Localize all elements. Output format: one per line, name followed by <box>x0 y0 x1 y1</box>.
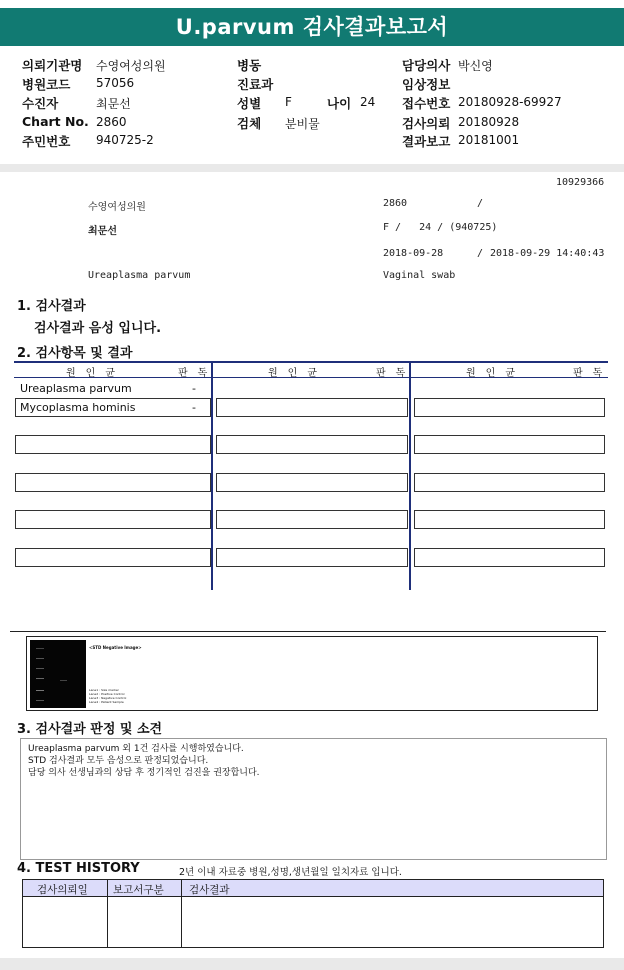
value-specimen: 분비물 <box>285 117 320 131</box>
section4-title: 4. TEST HISTORY <box>17 861 140 876</box>
table-divider-1 <box>211 361 213 590</box>
info-test: Ureaplasma parvum <box>88 270 191 281</box>
opinion-line: STD 검사결과 모두 음성으로 판정되었습니다. <box>28 756 209 766</box>
table-top-rule <box>14 361 608 363</box>
gel-caption: <STD Negative Image> <box>89 645 142 650</box>
section4-note: 2년 이내 자료중 병원,성명,생년월일 일치자료 입니다. <box>179 867 402 878</box>
result-cell <box>216 435 408 454</box>
header-divider <box>0 164 624 172</box>
section2-title: 2. 검사항목 및 결과 <box>17 346 133 361</box>
label-specimen: 검체 <box>237 116 262 131</box>
col-judge-3: 판 독 <box>573 368 605 379</box>
row1-judge: - <box>192 382 196 395</box>
opinion-line: 담당 의사 선생님과의 상담 후 정기적인 검진을 권장합니다. <box>28 768 260 778</box>
history-col-report-type: 보고서구분 <box>113 884 164 896</box>
opinion-box <box>20 738 607 860</box>
value-patient: 최문선 <box>96 97 131 111</box>
gel-image-panel <box>26 636 598 711</box>
value-resident-no: 940725-2 <box>96 133 154 147</box>
report-title: U.parvum 검사결과보고서 <box>0 8 624 46</box>
info-chart: 2860 <box>383 198 408 209</box>
history-col-result: 검사결과 <box>189 884 230 896</box>
gel-legend <box>89 688 126 704</box>
result-cell <box>15 473 211 492</box>
label-department: 진료과 <box>237 77 274 92</box>
history-col-divider <box>181 880 182 947</box>
label-doctor: 담당의사 <box>402 58 451 73</box>
history-col-request-date: 검사의뢰일 <box>37 884 88 896</box>
page-bottom-bar <box>0 958 624 970</box>
col-pathogen-2: 원 인 균 <box>268 368 320 379</box>
col-pathogen-1: 원 인 균 <box>66 368 118 379</box>
result-cell <box>414 398 605 417</box>
section-divider <box>10 631 606 632</box>
history-table <box>22 879 604 948</box>
col-judge-1: 판 독 <box>178 368 210 379</box>
result-cell <box>414 548 605 567</box>
row1-name: Ureaplasma parvum <box>20 382 132 395</box>
info-specimen: Vaginal swab <box>383 270 456 281</box>
result-cell <box>216 510 408 529</box>
row2-name: Mycoplasma hominis <box>20 401 136 414</box>
info-date-request: 2018-09-28 <box>383 248 444 259</box>
opinion-line: Ureaplasma parvum 외 1건 검사를 시행하였습니다. <box>28 744 244 754</box>
label-report-date: 결과보고 <box>402 134 451 149</box>
row2-judge: - <box>192 401 196 414</box>
label-age: 나이 <box>327 96 352 111</box>
value-report-date: 20181001 <box>458 133 520 147</box>
result-cell <box>15 548 211 567</box>
info-date-report: 2018-09-29 14:40:43 <box>490 248 605 259</box>
col-judge-2: 판 독 <box>376 368 408 379</box>
gel-legend-item: Lane1 : Size marker <box>89 688 119 692</box>
value-sex: F <box>285 95 292 109</box>
value-hospital-code: 57056 <box>96 76 135 90</box>
value-age: 24 <box>360 95 376 109</box>
info-slash: / <box>477 198 484 209</box>
section3-title: 3. 검사결과 판정 및 소견 <box>17 722 163 737</box>
value-hospital: 수영여성의원 <box>96 59 166 73</box>
label-clinical-info: 임상정보 <box>402 77 451 92</box>
value-doctor: 박신영 <box>458 59 493 73</box>
result-cell <box>216 473 408 492</box>
col-pathogen-3: 원 인 균 <box>466 368 518 379</box>
result-cell <box>414 473 605 492</box>
gel-legend-item: Lane2 : Positive Control <box>89 692 125 696</box>
label-receipt-no: 접수번호 <box>402 96 451 111</box>
label-resident-no: 주민번호 <box>22 134 71 149</box>
section1-result: 검사결과 음성 입니다. <box>34 321 162 336</box>
result-cell <box>414 510 605 529</box>
history-header-row <box>23 880 603 897</box>
label-sex: 성별 <box>237 96 262 111</box>
label-hospital-code: 병원코드 <box>22 77 71 92</box>
info-patient: 최문선 <box>88 226 117 237</box>
info-hospital: 수영여성의원 <box>88 202 146 213</box>
info-date-sep: / <box>477 248 484 259</box>
gel-electrophoresis-image <box>30 640 86 708</box>
gel-legend-item: Lane3 : Negative Control <box>89 696 127 700</box>
label-chart-no: Chart No. <box>22 114 89 129</box>
section1-title: 1. 검사결과 <box>17 299 86 314</box>
label-hospital: 의뢰기관명 <box>22 58 83 73</box>
result-cell <box>216 398 408 417</box>
value-chart-no: 2860 <box>96 115 127 129</box>
report-code: 10929366 <box>556 177 605 188</box>
result-cell <box>216 548 408 567</box>
label-ward: 병동 <box>237 58 262 73</box>
label-patient: 수진자 <box>22 96 59 111</box>
value-request-date: 20180928 <box>458 115 520 129</box>
table-divider-2 <box>409 361 411 590</box>
history-col-divider <box>107 880 108 947</box>
result-cell <box>414 435 605 454</box>
gel-legend-item: Lane4 : Patient Sample <box>89 700 124 704</box>
value-receipt-no: 20180928-69927 <box>458 95 562 109</box>
label-request-date: 검사의뢰 <box>402 116 451 131</box>
result-cell <box>15 435 211 454</box>
result-cell <box>15 510 211 529</box>
info-sex-age: F / 24 / (940725) <box>383 222 498 233</box>
